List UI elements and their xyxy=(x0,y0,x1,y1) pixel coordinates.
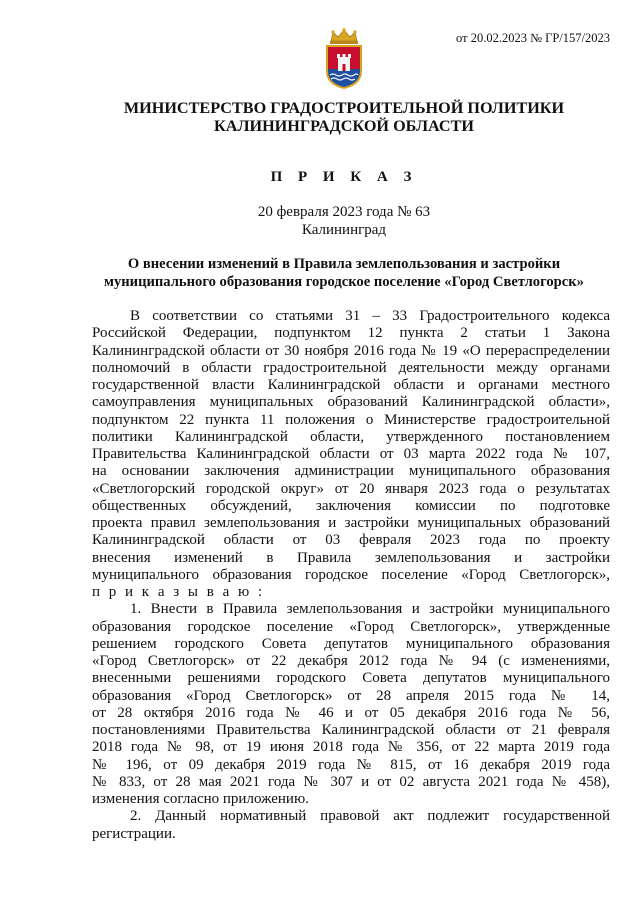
ministry-name xyxy=(0,99,640,135)
text-line: политики Калининградской области, утвержденного постановлением xyxy=(92,428,610,445)
text-line: В соответствии со статьями 31 – 33 Градостроительного кодекса xyxy=(130,308,610,324)
text-line: 1. Внести в Правила землепользования и застройки муниципального xyxy=(130,601,610,618)
item-2-paragraph xyxy=(92,808,610,843)
kaliningrad-coat-of-arms-icon xyxy=(319,27,369,91)
text-line: проекта правил землепользования и застройки муниципальных образований xyxy=(92,515,610,531)
text-line: общественных обсуждений, заключения комиссии по подготовке xyxy=(92,497,610,514)
text-line: Калининградской области от 30 ноября 2016 года № 19 «О перераспределении xyxy=(92,342,610,359)
text-line: «Город Светлогорск» от 22 декабря 2012 года № 94 (с изменениями, xyxy=(92,653,610,669)
text-line: 2. Данный нормативный правовой акт подлежит государственной xyxy=(130,808,610,825)
registration-number: от 20.02.2023 № ГР/157/2023 xyxy=(456,31,610,45)
text-line: подпунктом 22 пункта 11 положения о Министерстве градостроительной xyxy=(92,411,610,428)
text-line: полномочий в области градостроительной деятельности между органами xyxy=(92,359,610,376)
document-date-block xyxy=(0,203,640,239)
decree-word: п р и к а з ы в а ю : xyxy=(92,584,265,600)
text-line: изменения согласно приложению. xyxy=(92,791,309,807)
subject-line: О внесении изменений в Правила землепользования и застройки xyxy=(127,256,561,272)
text-line: регистрации. xyxy=(92,825,176,842)
text-line: муниципального образования городское поселение «Город Светлогорск», xyxy=(92,566,610,583)
document-subject xyxy=(0,256,640,291)
subject-line: муниципального образования городское поселение «Город Светлогорск» xyxy=(104,273,584,290)
text-line: Российской Федерации, подпунктом 12 пункта 2 статьи 1 Закона xyxy=(92,325,610,342)
ministry-name-line: МИНИСТЕРСТВО ГРАДОСТРОИТЕЛЬНОЙ ПОЛИТИКИ xyxy=(123,99,565,117)
text-line: Калининградской области от 03 февраля 2023 года по проекту xyxy=(92,532,610,549)
item-1-paragraph xyxy=(92,601,610,808)
preamble-paragraph xyxy=(92,308,610,601)
text-line: «Светлогорский городской округ» от 20 января 2023 года о результатах xyxy=(92,480,610,497)
text-line: на основании заключения администрации муниципального образования xyxy=(92,463,610,480)
text-line: внесения изменений в Правила землепользования и застройки xyxy=(92,549,610,566)
text-line: постановлениями Правительства Калининградской области от 21 февраля xyxy=(92,722,610,738)
text-line: № 196, от 09 декабря 2019 года № 815, от 16 декабря 2019 года xyxy=(92,756,610,773)
document-city: Калининград xyxy=(301,222,387,238)
text-line: внесенными решениями городского Совета депутатов муниципального xyxy=(92,670,610,687)
document-body xyxy=(92,308,610,843)
text-line: Правительства Калининградской области от 03 марта 2022 года № 107, xyxy=(92,446,610,462)
text-line: образования городское поселение «Город Светлогорск», утвержденные xyxy=(92,618,610,635)
text-line: государственной власти Калининградской области и органами местного xyxy=(92,377,610,393)
text-line: № 833, от 28 мая 2021 года № 307 и от 02 августа 2021 года № 458), xyxy=(92,773,610,790)
text-line: от 28 октября 2016 года № 46 и от 05 декабря 2016 года № 56, xyxy=(92,704,610,721)
document-date-number: 20 февраля 2023 года № 63 xyxy=(257,204,431,220)
text-line: решением городского Совета депутатов муниципального образования xyxy=(92,635,610,652)
text-line: самоуправления муниципальных образований Калининградской области», xyxy=(92,394,610,411)
text-line: образования «Город Светлогорск» от 28 апреля 2015 года № 14, xyxy=(92,687,610,704)
text-line: 2018 года № 98, от 19 июня 2018 года № 356, от 22 марта 2019 года xyxy=(92,739,610,756)
ministry-name-line: КАЛИНИНГРАДСКОЙ ОБЛАСТИ xyxy=(214,117,474,135)
document-type: П Р И К А З xyxy=(270,169,418,185)
